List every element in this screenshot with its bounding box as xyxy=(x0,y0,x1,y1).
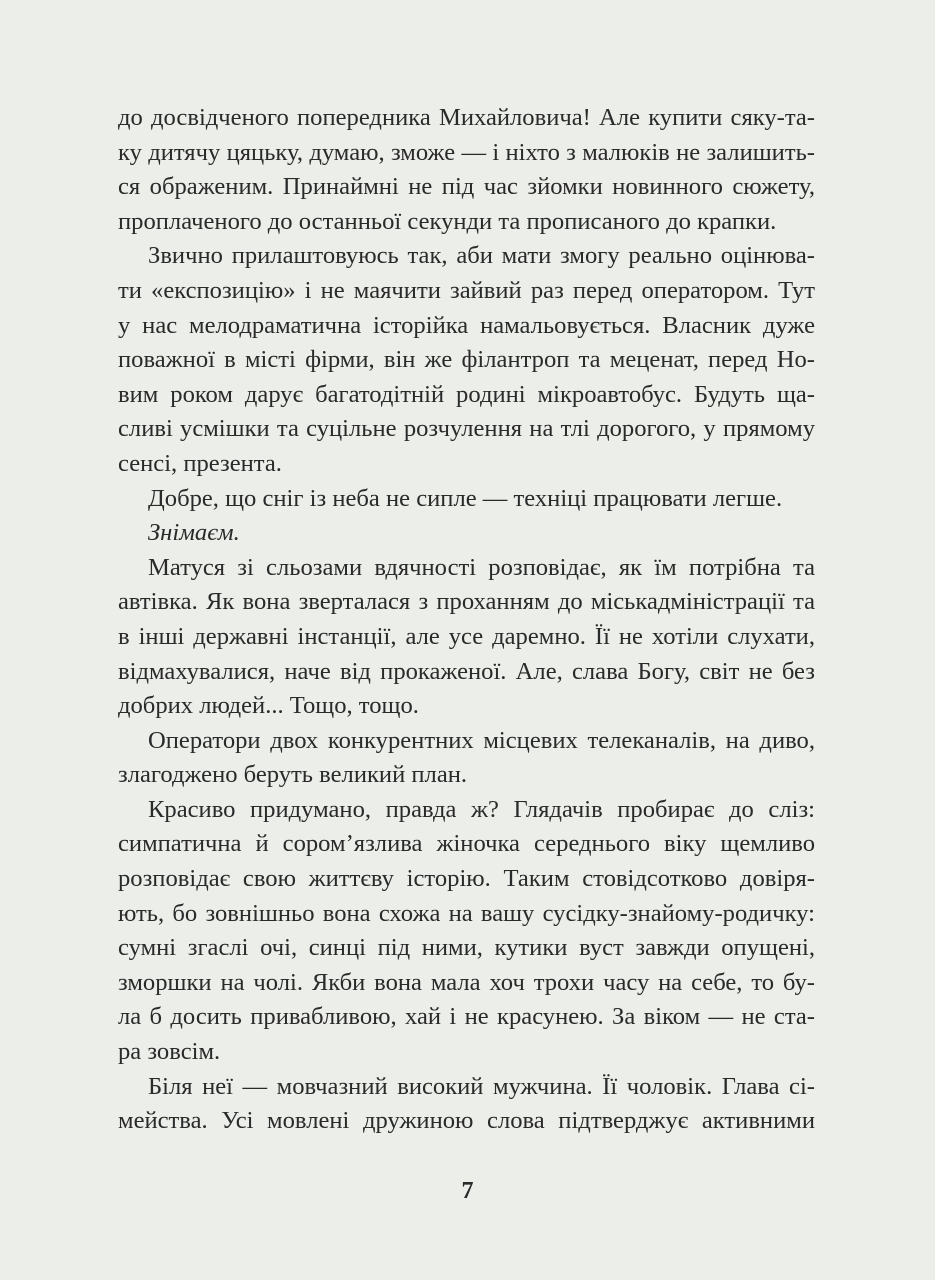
text-line: мейства. Усі мовлені дружиною слова підтверджує активними xyxy=(118,1107,815,1135)
text-line: сенсі, презента. xyxy=(118,449,282,477)
paragraph xyxy=(118,101,815,239)
text-line: ся ображеним. Принаймні не під час зйомки новинного сюжету, xyxy=(118,173,815,201)
text-line: Красиво придумано, правда ж? Глядачів пробирає до сліз: xyxy=(148,795,815,823)
paragraph xyxy=(118,239,815,481)
text-line: до досвідченого попередника Михайловича! Але купити сяку-та- xyxy=(118,104,815,131)
text-line: злагоджено беруть великий план. xyxy=(118,761,468,789)
body-text xyxy=(118,101,815,1139)
text-line: зморшки на чолі. Якби вона мала хоч трохи часу на себе, то бу- xyxy=(118,968,815,996)
text-line: ють, бо зовнішньо вона схожа на вашу сусідку-знайому-родичку: xyxy=(118,899,815,927)
paragraph xyxy=(118,793,815,1070)
text-line: Звично прилаштовуюсь так, аби мати змогу реально оцінюва- xyxy=(148,242,815,270)
paragraph xyxy=(118,516,815,551)
text-line: сливі усмішки та суцільне розчулення на тлі дорогого, у прямому xyxy=(118,415,815,443)
text-line: сумні згаслі очі, синці під ними, кутики вуст завжди опущені, xyxy=(118,934,815,962)
text-line: симпатична й сором’язлива жіночка середнього віку щемливо xyxy=(118,830,815,858)
text-line: ти «експозицію» і не маячити зайвий раз перед оператором. Тут xyxy=(118,276,815,304)
text-line: добрих людей... Тощо, тощо. xyxy=(118,692,419,720)
text-line: у нас мелодраматична історійка намальовується. Власник дуже xyxy=(118,311,815,339)
text-line: проплаченого до останньої секунди та прописаного до крапки. xyxy=(118,207,777,235)
paragraph xyxy=(118,724,815,793)
page-number: 7 xyxy=(461,1178,474,1204)
paragraph xyxy=(118,551,815,724)
paragraph xyxy=(118,1070,815,1139)
text-line: Біля неї — мовчазний високий мужчина. Її чоловік. Глава сі- xyxy=(148,1072,815,1100)
text-line: розповідає свою життєву історію. Таким стовідсотково довіря- xyxy=(118,865,815,893)
text-line: автівка. Як вона зверталася з проханням до міськадміністрації та xyxy=(118,588,815,616)
text-line: Знімаєм. xyxy=(148,519,240,547)
paragraph xyxy=(118,482,815,517)
text-line: відмахувалися, наче від прокаженої. Але, слава Богу, світ не без xyxy=(118,657,815,685)
text-line: ку дитячу цяцьку, думаю, зможе — і ніхто з малюків не залишить- xyxy=(118,138,815,166)
text-line: ла б досить привабливою, хай і не красунею. За віком — не ста- xyxy=(118,1003,815,1031)
text-line: ра зовсім. xyxy=(118,1038,221,1066)
text-line: вим роком дарує багатодітній родині мікроавтобус. Будуть ща- xyxy=(118,380,815,408)
text-line: в інші державні інстанції, але усе даремно. Її не хотіли слухати, xyxy=(118,622,815,650)
text-line: Добре, що сніг із неба не сипле — техніці працювати легше. xyxy=(148,484,783,512)
text-line: Оператори двох конкурентних місцевих телеканалів, на диво, xyxy=(148,726,815,754)
text-line: поважної в місті фірми, він же філантроп та меценат, перед Но- xyxy=(118,346,815,374)
text-line: Матуся зі сльозами вдячності розповідає, як їм потрібна та xyxy=(148,553,815,581)
